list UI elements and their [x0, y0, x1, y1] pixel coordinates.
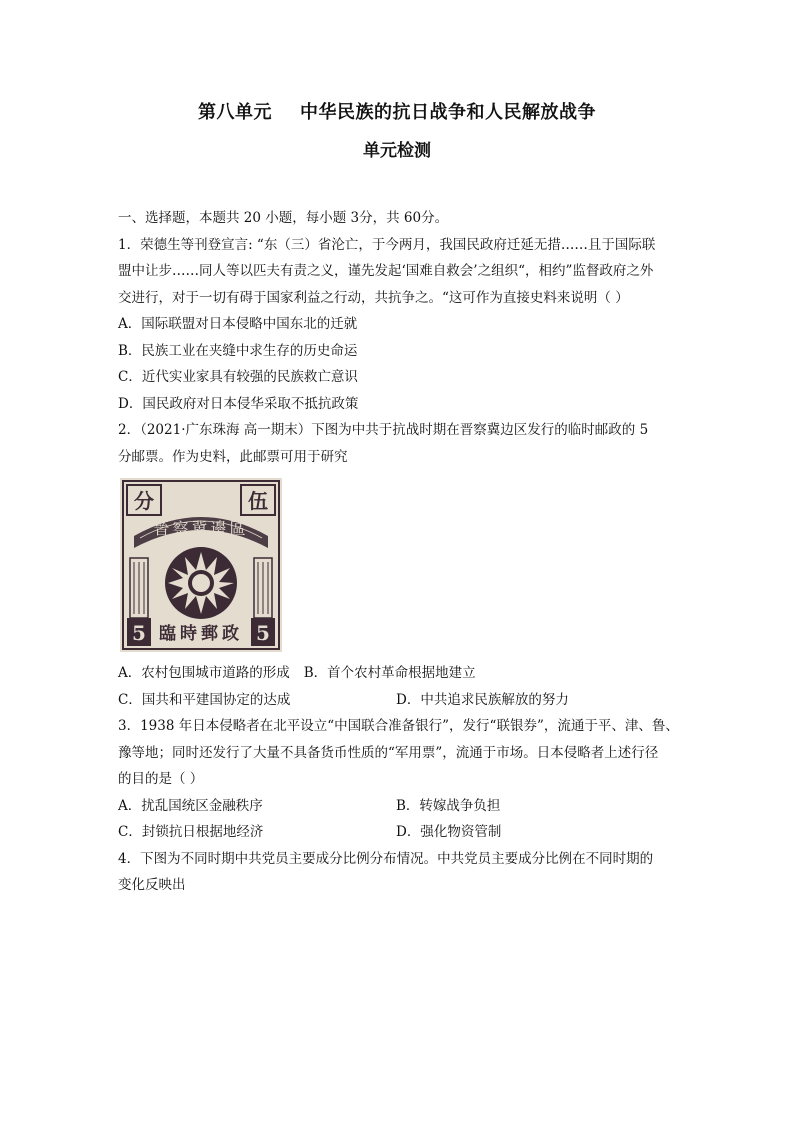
option-c[interactable]: C．国共和平建国协定的达成	[118, 691, 291, 708]
option-row-ab	[118, 660, 688, 687]
option-b[interactable]: B．首个农村革命根据地建立	[303, 665, 476, 681]
option-b[interactable]: B．转嫁战争负担	[396, 797, 501, 814]
question-stem-line: 3．1938 年日本侵略者在北平设立“中国联合准备银行”，发行“联银券”，流通于平、津、鲁、	[118, 718, 679, 734]
option-b[interactable]: B．民族工业在夹缝中求生存的历史命运	[118, 342, 358, 359]
option-d[interactable]: D．中共追求民族解放的努力	[396, 691, 569, 708]
question-stem-line: 变化反映出	[118, 877, 186, 893]
question-stem-line: 分邮票。作为史料，此邮票可用于研究	[118, 448, 348, 465]
stamp-arc-text: 晉察冀邊區	[153, 519, 249, 538]
question-stem-line: 2．（2021·广东珠海 高一期末）下图为中共于抗战时期在晋察冀边区发行的临时邮政的 5	[118, 422, 649, 438]
section-heading: 一、选择题，本题共 20 小题，每小题 3分，共 60分。	[118, 210, 449, 226]
question-3	[118, 713, 688, 846]
question-4	[118, 846, 688, 899]
stamp-corner-right: 伍	[248, 489, 268, 513]
postage-stamp-image	[120, 478, 282, 652]
option-a[interactable]: A．国际联盟对日本侵略中国东北的迁就	[118, 316, 358, 332]
option-a[interactable]: A．扰乱国统区金融秩序	[118, 797, 263, 814]
stamp-corner-left: 分	[134, 489, 154, 513]
option-c[interactable]: C．封锁抗日根据地经济	[118, 824, 264, 840]
option-row-cd	[118, 819, 688, 846]
stamp-value-right: 5	[256, 621, 270, 645]
stamp-value-left: 5	[132, 621, 146, 645]
question-stem-line: 交进行，对于一切有碍于国家利益之行动，共抗争之。“这可作为直接史料来说明（ ）	[118, 289, 629, 306]
page-subtitle: 单元检测	[363, 141, 431, 161]
question-stem-line: 4．下图为不同时期中共党员主要成分比例分布情况。中共党员主要成分比例在不同时期的	[118, 850, 654, 867]
unit-title: 第八单元	[198, 102, 272, 123]
question-stem-line: 盟中让步……同人等以匹夫有责之义，谨先发起‘国难自救会’之组织“，相约”监督政府之外	[118, 263, 654, 279]
question-body	[118, 205, 688, 899]
option-d[interactable]: D．强化物资管制	[396, 824, 502, 840]
question-stem-line: 1．荣德生等刊登宣言: “东（三）省沦亡，于今两月，我国民政府迁延无措……且于国际联	[118, 236, 656, 253]
question-1	[118, 232, 688, 418]
option-d[interactable]: D．国民政府对日本侵华采取不抵抗政策	[118, 395, 359, 412]
unit-subject: 中华民族的抗日战争和人民解放战争	[300, 102, 596, 123]
page-title	[0, 98, 794, 124]
question-stem-line: 豫等地；同时还发行了大量不具备货币性质的“军用票”，流通于市场。日本侵略者上述行径	[118, 744, 659, 761]
question-2	[118, 417, 688, 713]
sun-emblem-icon	[165, 547, 237, 619]
stamp-bottom-text: 臨時郵政	[159, 624, 243, 644]
question-stem-line: 的目的是（ ）	[118, 771, 204, 787]
option-row-cd	[118, 687, 688, 714]
option-a[interactable]: A．农村包围城市道路的形成	[118, 665, 290, 681]
option-row-ab	[118, 793, 688, 820]
option-c[interactable]: C．近代实业家具有较强的民族救亡意识	[118, 369, 358, 385]
